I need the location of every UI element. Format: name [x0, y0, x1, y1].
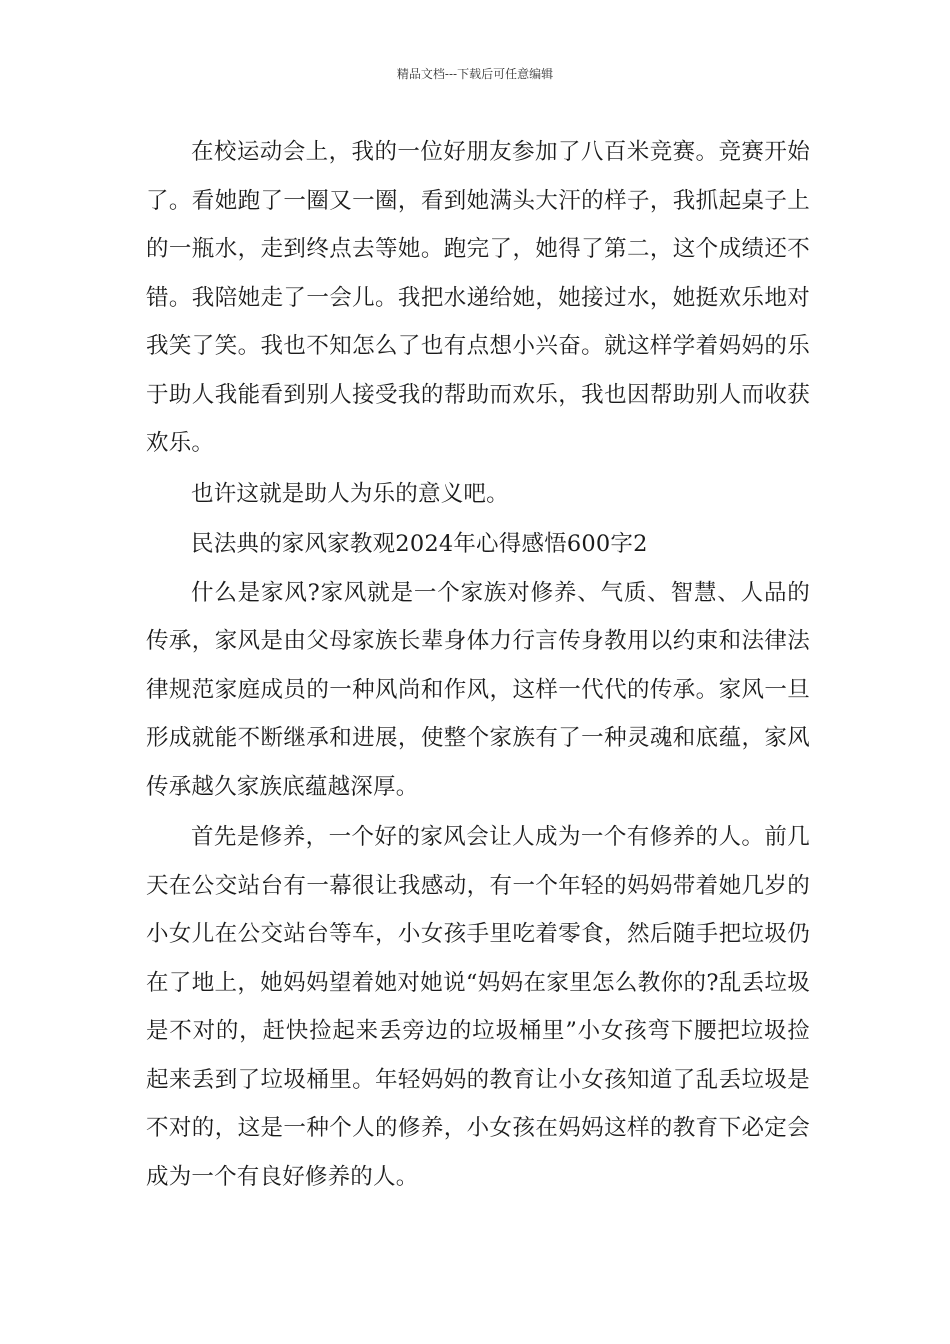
page-header: 精品文档---下载后可任意编辑: [396, 67, 554, 81]
paragraph-sports-meet: 在校运动会上，我的一位好朋友参加了八百米竞赛。竞赛开始了。看她跑了一圈又一圈，看到她满头大汗的样子，我抓起桌子上的一瓶水，走到终点去等她。跑完了，她得了第二，这个成绩还不错。我陪她走了一会儿。我把水递给她，她接过水，她挺欢乐地对我笑了笑。我也不知怎么了也有点想小兴奋。就这样学着妈妈的乐于助人我能看到别人接受我的帮助而欢乐，我也因帮助别人而收获欢乐。: [146, 139, 810, 456]
paragraph-cultivation: 首先是修养，一个好的家风会让人成为一个有修养的人。前几天在公交站台有一幕很让我感动，有一个年轻的妈妈带着她几岁的小女儿在公交站台等车，小女孩手里吃着零食，然后随手把垃圾仍在了地上，她妈妈望着她对她说“妈妈在家里怎么教你的?乱丢垃圾是不对的，赶快捡起来丢旁边的垃圾桶里”小女孩弯下腰把垃圾捡起来丢到了垃圾桶里。年轻妈妈的教育让小女孩知道了乱丢垃圾是不对的，这是一种个人的修养，小女孩在妈妈这样的教育下必定会成为一个有良好修养的人。: [146, 824, 810, 1190]
paragraph-family-style: 什么是家风?家风就是一个家族对修养、气质、智慧、人品的传承，家风是由父母家族长辈身体力行言传身教用以约束和法律法律规范家庭成员的一种风尚和作风，这样一代代的传承。家风一旦形成就能不断继承和进展，使整个家族有了一种灵魂和底蕴，家风传承越久家族底蕴越深厚。: [146, 579, 810, 800]
paragraph-meaning: 也许这就是助人为乐的意义吧。: [191, 480, 509, 507]
section-title: 民法典的家风家教观2024年心得感悟600字2: [191, 531, 648, 557]
document-body: [146, 128, 810, 1203]
